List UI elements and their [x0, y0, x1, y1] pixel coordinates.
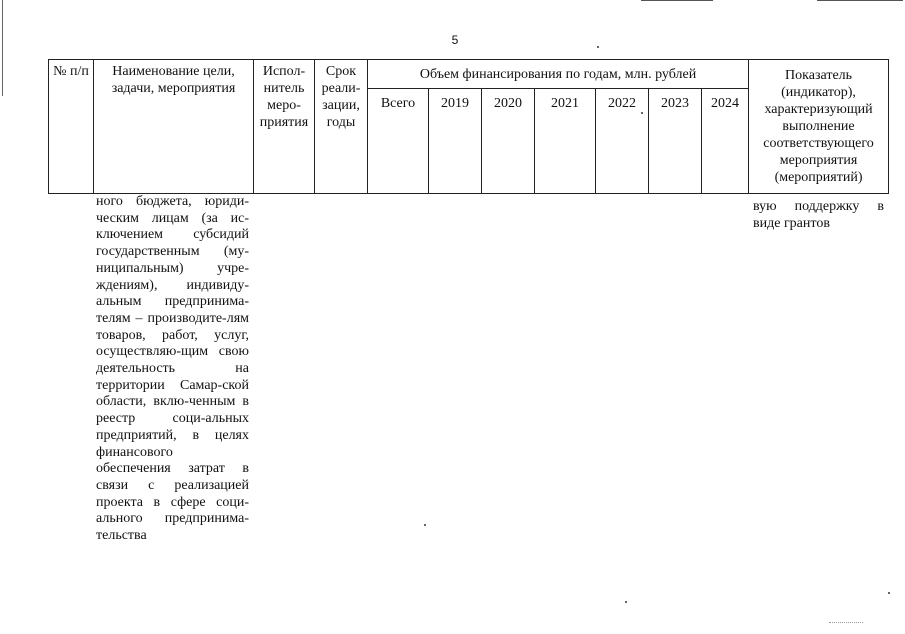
scan-speck — [641, 112, 643, 114]
funding-group-header: Объем финансирования по годам, млн. рублей — [368, 60, 749, 89]
executor-column-header: Испол-нитель меро-приятия — [254, 60, 315, 194]
scan-noise-mark — [829, 612, 863, 623]
scan-edge-mark — [2, 0, 3, 96]
scan-speck — [424, 524, 426, 526]
activity-name-text: ного бюджета, юриди-ческим лицам (за ис-ключением субсидий государственным (му-ниципальным) учре-ждениям), индивиду-альным предпринима-телям – производите-лям товаров, работ, услуг, осуществляю-щим свою деятельность на территории Самар-ской области, вклю-ченным в реестр соци-альных предприятий, в целях финансового обеспечения затрат в связи с реализацией проекта в сфере соци-ального предпринима-тельства — [96, 194, 249, 544]
term-column-header: Срок реали-зации, годы — [315, 60, 368, 194]
funding-year-header: 2020 — [482, 89, 535, 194]
program-table-header — [48, 59, 889, 194]
scan-edge-line — [641, 0, 713, 1]
scan-speck — [625, 601, 627, 603]
funding-year-header: 2019 — [429, 89, 482, 194]
funding-year-header: 2022 — [596, 89, 649, 194]
scan-edge-line — [817, 0, 903, 1]
scan-speck — [888, 592, 890, 594]
indicator-text: вую поддержку в виде грантов — [753, 199, 884, 231]
indicator-column-header: Показатель (индикатор), характеризующий выполнение соответствующего мероприятия (мероприятий) — [749, 60, 889, 194]
funding-year-header: 2023 — [649, 89, 702, 194]
number-column-header: № п/п — [49, 60, 94, 194]
page-number: 5 — [451, 33, 459, 47]
funding-year-header: 2021 — [535, 89, 596, 194]
name-column-header: Наименование цели, задачи, мероприятия — [94, 60, 254, 194]
scan-speck — [597, 46, 599, 48]
funding-year-header: 2024 — [702, 89, 749, 194]
funding-total-header: Всего — [368, 89, 429, 194]
